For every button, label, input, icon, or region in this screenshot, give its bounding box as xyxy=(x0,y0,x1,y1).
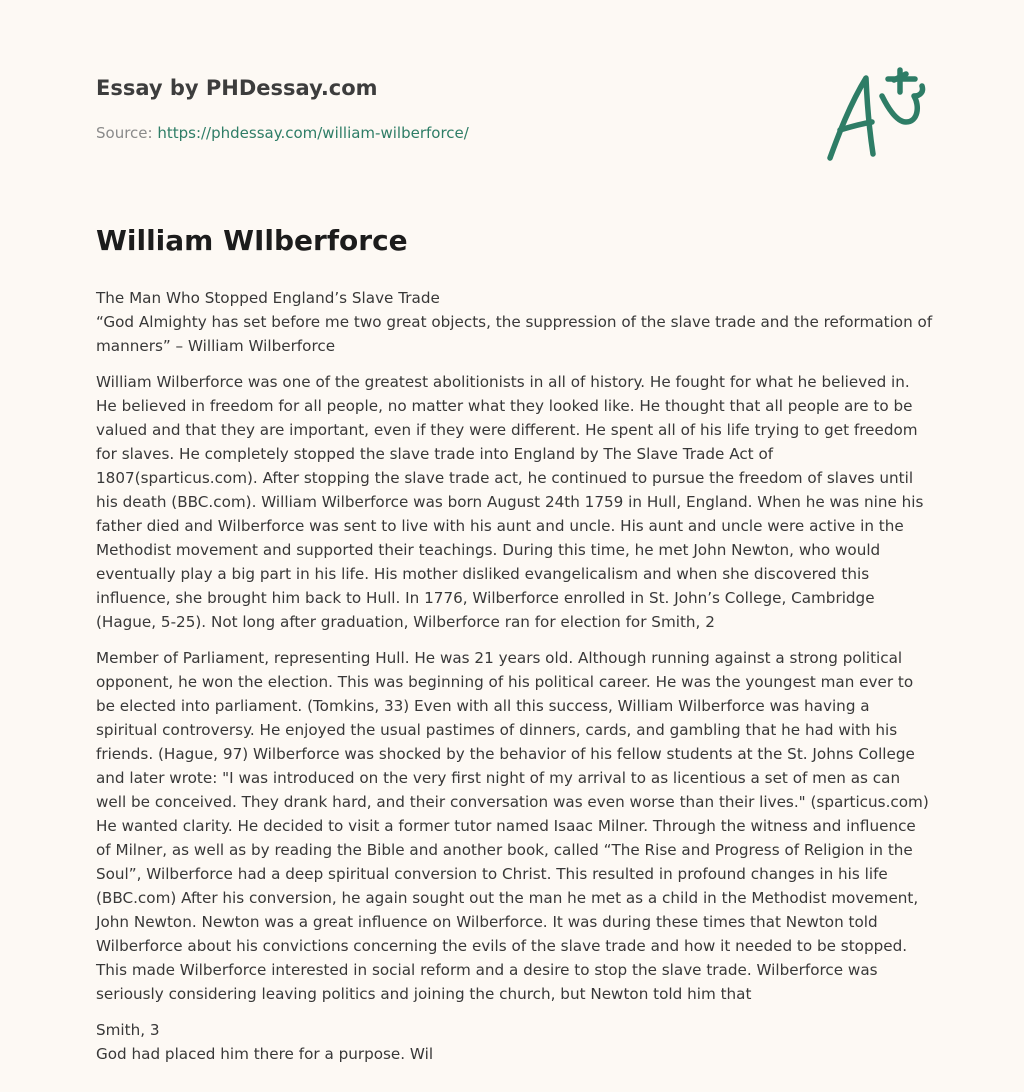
source-label: Source: xyxy=(96,124,158,142)
source-link[interactable]: https://phdessay.com/william-wilberforce/ xyxy=(157,124,469,142)
a-plus-logo-icon xyxy=(816,66,932,166)
essay-body xyxy=(96,286,934,1078)
essay-paragraph: Smith, 3 God had placed him there for a purpose. Wil xyxy=(96,1021,434,1063)
essay-title: William WIlberforce xyxy=(96,224,408,257)
essay-paragraph: The Man Who Stopped England’s Slave Trade “God Almighty has set before me two great objects, the suppression of the slave trade and the reformation of manners” – William Wilberforce xyxy=(96,289,933,355)
site-title: Essay by PHDessay.com xyxy=(96,76,378,100)
essay-paragraph: Member of Parliament, representing Hull. He was 21 years old. Although running against a strong political opponent, he won the election. This was beginning of his political career. He was the youngest man ever to be elected into parliament. (Tomkins, 33) Even with all this success, William Wilberforce was having a spiritual controversy. He enjoyed the usual pastimes of dinners, cards, and gambling that he had with his friends. (Hague, 97) Wilberforce was shocked by the behavior of his fellow students at the St. Johns College and later wrote: "I was introduced on the very first night of my arrival to as licentious a set of men as can well be conceived. They drank hard, and their conversation was even worse than their lives." (sparticus.com) He wanted clarity. He decided to visit a former tutor named Isaac Milner. Through the witness and influence of Milner, as well as by reading the Bible and another book, called “The Rise and Progress of Religion in the Soul”, Wilberforce had a deep spiritual conversion to Christ. This resulted in profound changes in his life (BBC.com) After his conversion, he again sought out the man he met as a child in the Methodist movement, John Newton. Newton was a great influence on Wilberforce. It was during these times that Newton told Wilberforce about his convictions concerning the evils of the slave trade and how it needed to be stopped. This made Wilberforce interested in social reform and a desire to stop the slave trade. Wilberforce was seriously considering leaving politics and joining the church, but Newton told him that xyxy=(96,649,929,1003)
source-line xyxy=(96,124,469,142)
essay-paragraph: William Wilberforce was one of the greatest abolitionists in all of history. He fought for what he believed in. He believed in freedom for all people, no matter what they looked like. He thought that all people are to be valued and that they are important, even if they were different. He spent all of his life trying to get freedom for slaves. He completely stopped the slave trade into England by The Slave Trade Act of 1807(sparticus.com). After stopping the slave trade act, he continued to pursue the freedom of slaves until his death (BBC.com). William Wilberforce was born August 24th 1759 in Hull, England. When he was nine his father died and Wilberforce was sent to live with his aunt and uncle. His aunt and uncle were active in the Methodist movement and supported their teachings. During this time, he met John Newton, who would eventually play a big part in his life. His mother disliked evangelicalism and when she discovered this influence, she brought him back to Hull. In 1776, Wilberforce enrolled in St. John’s College, Cambridge (Hague, 5-25). Not long after graduation, Wilberforce ran for election for Smith, 2 xyxy=(96,373,924,631)
